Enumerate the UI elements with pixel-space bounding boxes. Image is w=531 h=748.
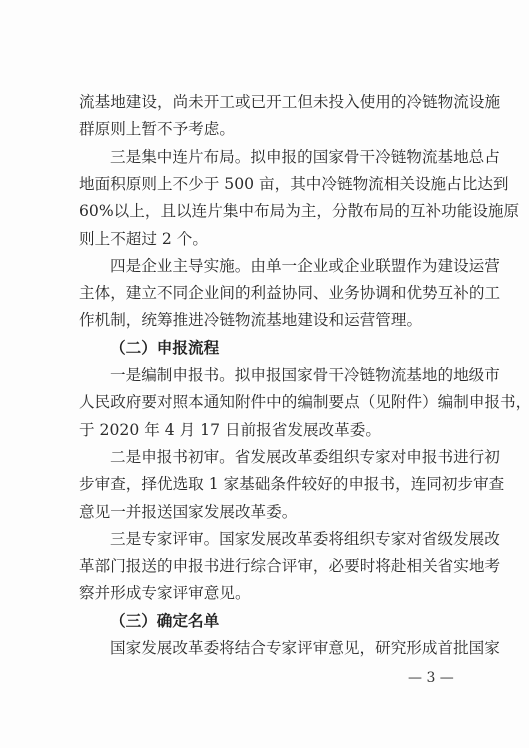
body-line: 步审查，择优选取 1 家基础条件较好的申报书，连同初步审查 [79, 475, 505, 494]
body-line: 一是编制申报书。拟申报国家骨干冷链物流基地的地级市 [110, 366, 500, 384]
body-line: 三是集中连片布局。拟申报的国家骨干冷链物流基地总占 [110, 147, 500, 166]
body-line: 四是企业主导实施。由单一企业或企业联盟作为建设运营 [110, 256, 500, 275]
section-heading: （三）确定名单 [110, 611, 220, 630]
body-line: 60%以上，且以连片集中布局为主，分散布局的互补功能设施原 [79, 202, 520, 221]
body-line: 国家发展改革委将结合专家评审意见，研究形成首批国家 [110, 639, 500, 657]
body-line: 人民政府要对照本通知附件中的编制要点（见附件）编制申报书， [79, 393, 531, 412]
body-line: 作机制，统筹推进冷链物流基地建设和运营管理。 [79, 311, 423, 330]
body-line: 察并形成专家评审意见。 [79, 584, 251, 603]
page-number: — 3 — [408, 670, 454, 687]
body-line: 三是专家评审。国家发展改革委将组织专家对省级发展改 [110, 529, 500, 548]
body-line: 于 2020 年 4 月 17 日前报省发展改革委。 [79, 420, 381, 439]
body-line: 主体，建立不同企业间的利益协同、业务协调和优势互补的工 [79, 284, 501, 303]
body-line: 意见一并报送国家发展改革委。 [79, 502, 298, 521]
body-line: 地面积原则上不少于 500 亩，其中冷链物流相关设施占比达到 [79, 174, 509, 193]
body-line: 革部门报送的申报书进行综合评审，必要时将赴相关省实地考 [79, 557, 501, 576]
section-heading: （二）申报流程 [110, 338, 220, 357]
body-line: 二是申报书初审。省发展改革委组织专家对申报书进行初 [110, 447, 500, 466]
body-line: 则上不超过 2 个。 [79, 229, 208, 248]
body-line: 流基地建设，尚未开工或已开工但未投入使用的冷链物流设施 [79, 93, 501, 111]
body-line: 群原则上暂不予考虑。 [79, 120, 235, 139]
